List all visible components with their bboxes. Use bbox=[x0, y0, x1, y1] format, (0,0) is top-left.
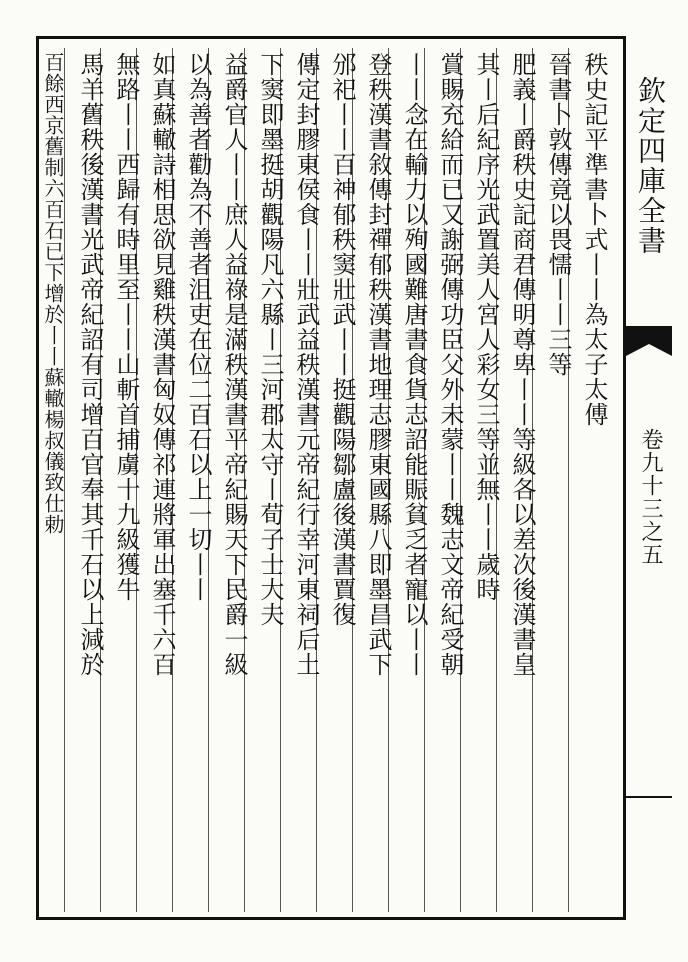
volume-label: 卷九十三之五 bbox=[638, 428, 663, 566]
text-column: 登秩漢書敘傳封禪郁秩漢書地理志膠東國縣八即墨昌武下 bbox=[364, 52, 392, 677]
text-column: 賞賜充給而已又謝弼傳功臣父外未蒙丨丨魏志文帝紀受朝 bbox=[436, 52, 464, 677]
text-column: 下窦即墨挺胡觀陽凡六縣丨三河郡太守丨荀子士大夫 bbox=[256, 52, 284, 627]
text-column: 其丨后紀序光武置美人宮人彩女三等並無丨丨歲時 bbox=[472, 52, 500, 602]
fish-tail-mark bbox=[626, 326, 672, 356]
text-column: 如真蘇轍詩相思欲見雞秩漢書匈奴傳祁連將軍出塞千六百 bbox=[148, 52, 176, 677]
text-column: 益爵官人丨丨庶人益祿是滿秩漢書平帝紀賜天下民爵一級 bbox=[220, 52, 248, 677]
text-column: 肥義丨爵秩史記商君傳明尊卑丨丨等級各以差次後漢書皇 bbox=[508, 52, 536, 677]
text-column: 邠祀丨丨百神郁秩窦壯武丨丨挺觀陽鄒盧後漢書賈復 bbox=[328, 52, 356, 627]
text-column: 秩史記平準書卜式丨丨為太子太傅 bbox=[580, 52, 608, 427]
book-title: 欽定四庫全書 bbox=[634, 76, 667, 256]
text-column: 丨丨念在輸力以殉國難唐書食貨志詔能賑貧乏者寵以丨丨 bbox=[400, 52, 428, 677]
text-column: 傳定封膠東侯食丨丨壯武益秩漢書元帝紀行幸河東祠后土 bbox=[292, 52, 320, 677]
text-column: 以為善者勸為不善者沮吏在位二百石以上一切丨丨 bbox=[184, 52, 212, 602]
text-column: 百餘西京舊制六百石已下增於丨丨蘇轍楊叔儀致仕勅 bbox=[41, 52, 65, 535]
text-column: 馬羊舊秩後漢書光武帝紀詔有司增百官奉其千石以上減於 bbox=[76, 52, 104, 677]
page-margin bbox=[626, 36, 672, 920]
lower-fish-tail-mark bbox=[626, 796, 672, 822]
text-column: 晉書卜敦傳竟以畏懦丨丨三等 bbox=[544, 52, 572, 377]
text-column: 無路丨丨西歸有時里至丨丨山斬首捕虜十九級獲牛 bbox=[112, 52, 140, 602]
